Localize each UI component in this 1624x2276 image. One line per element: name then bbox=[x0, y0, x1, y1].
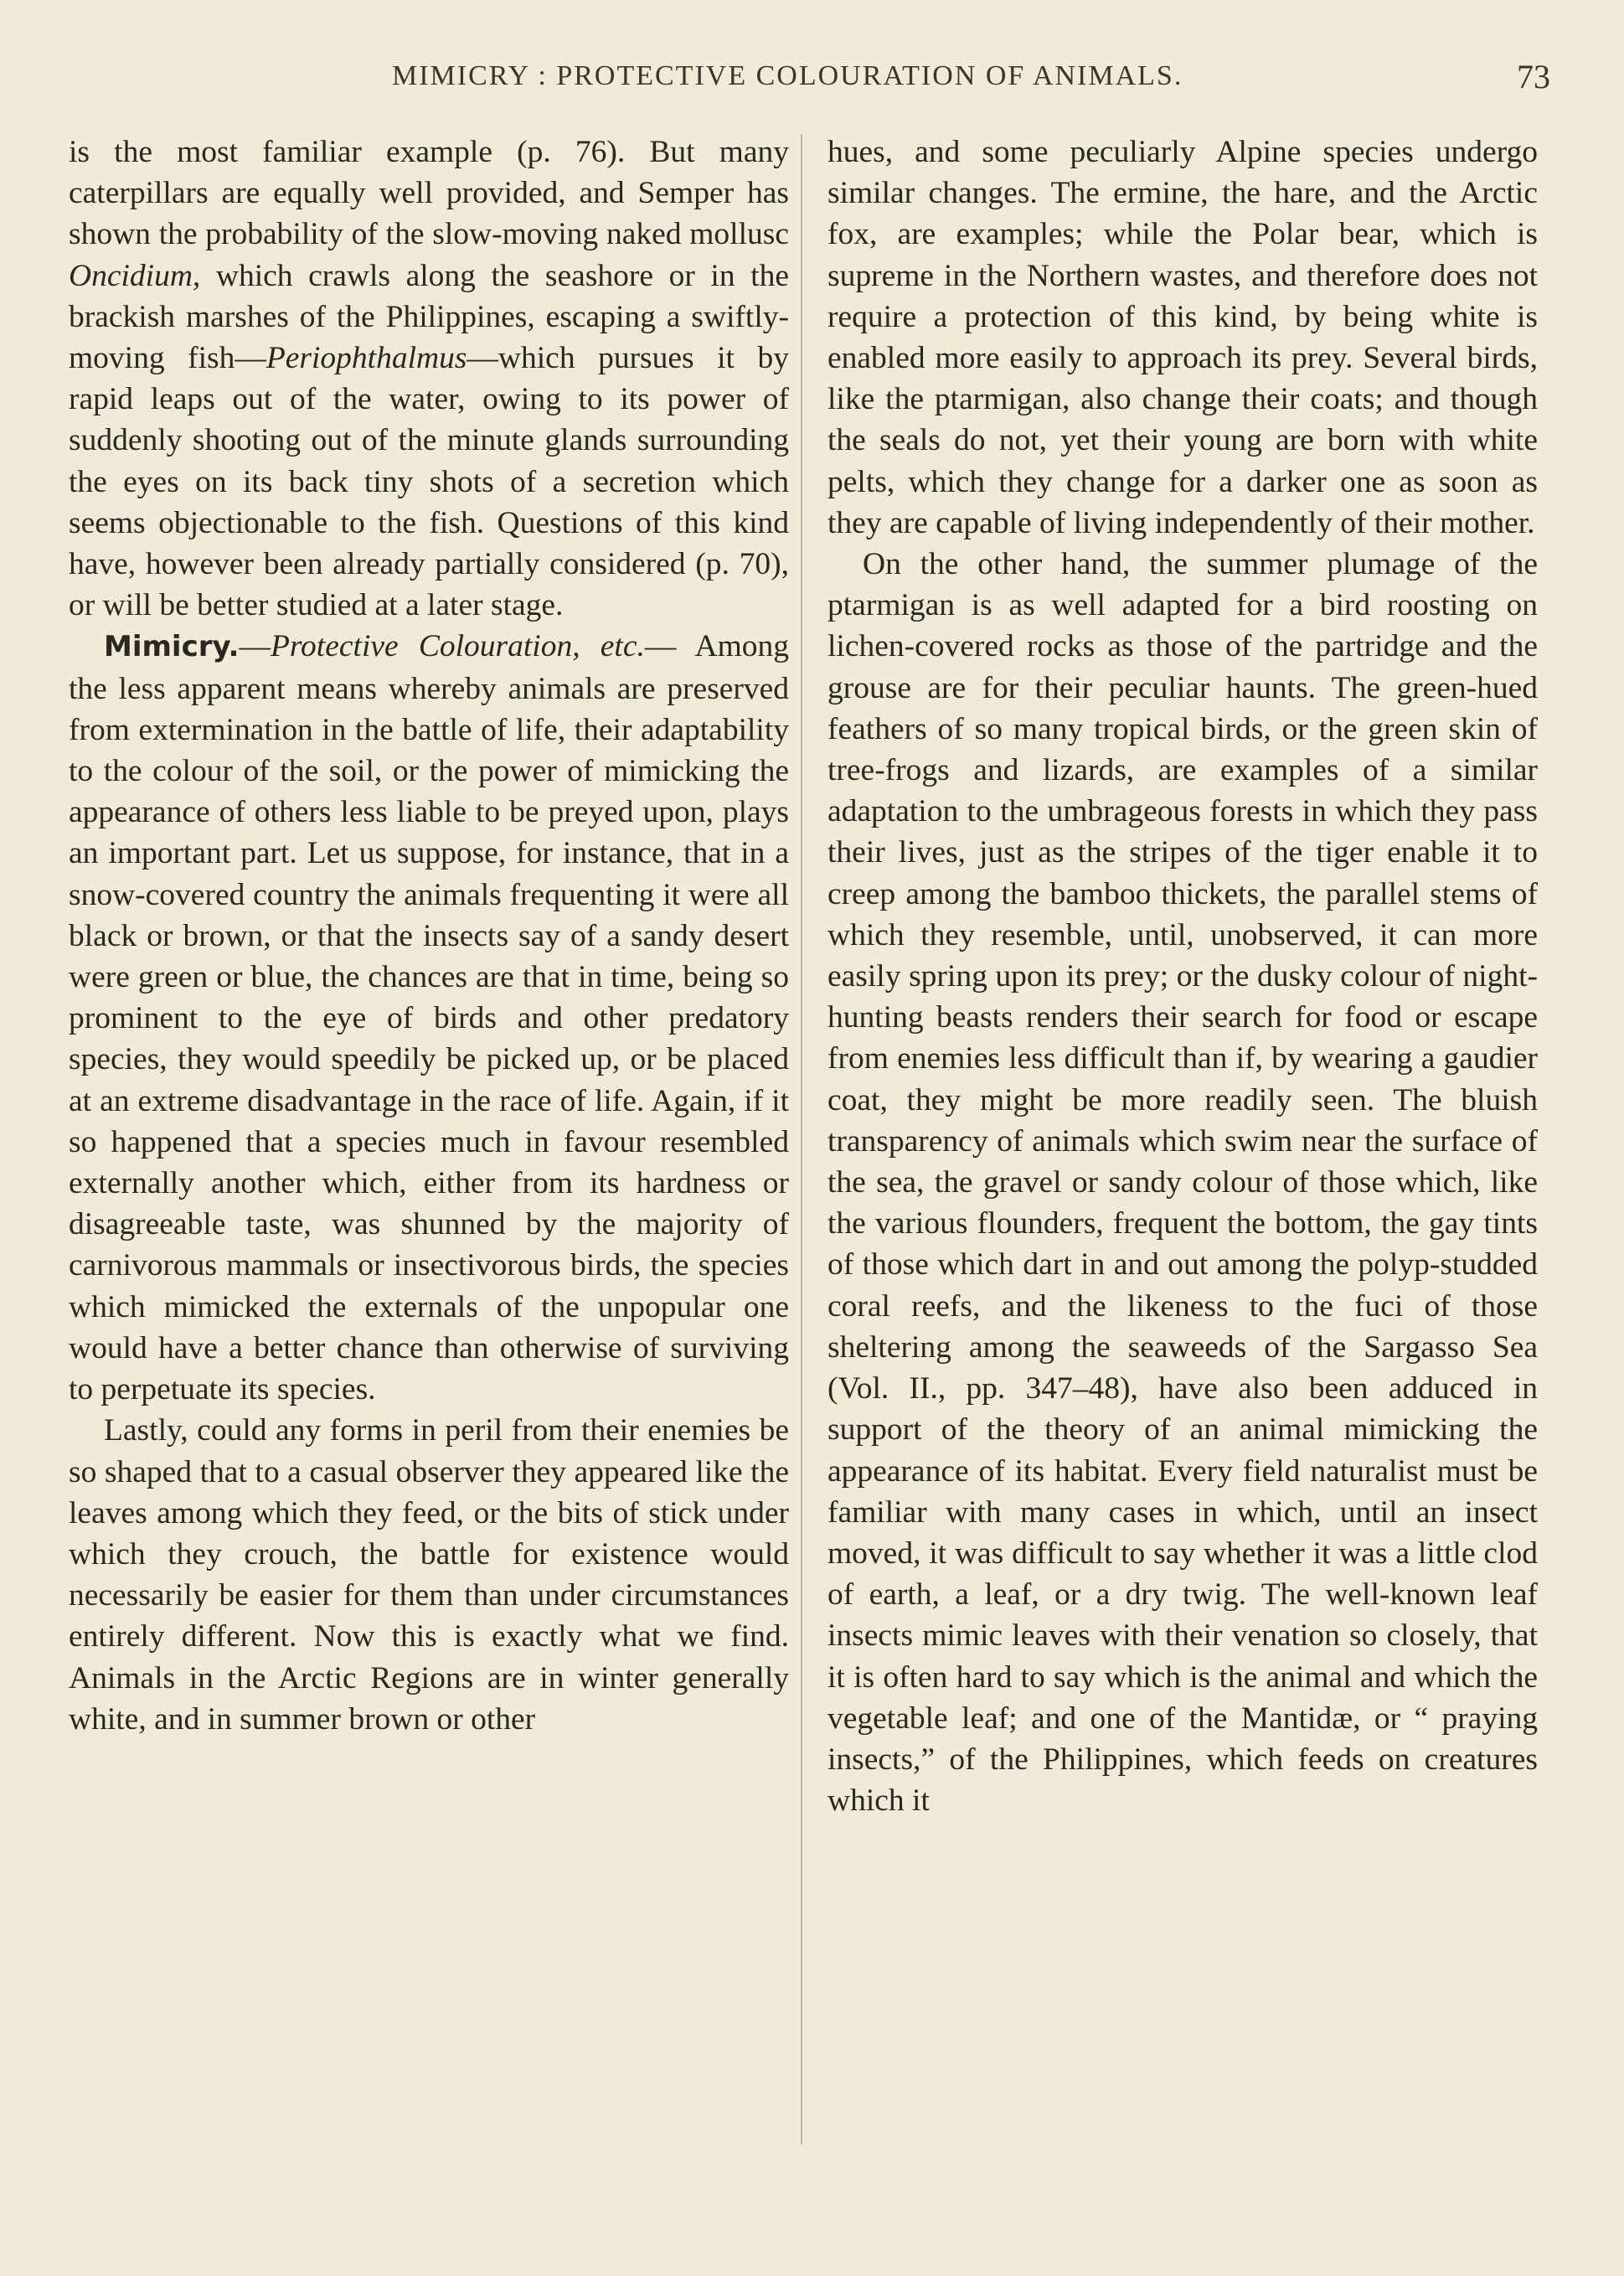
paragraph-lastly: Lastly, could any forms in peril from their enemies be so shaped that to a casual observer they appeared like the leaves among which they feed, or the bits of stick under which they crouch, the battle for existence would necessarily be easier for them than under circumstances entirely different. Now this is exactly what we find. Animals in the Arctic Regions are in winter generally white, and in summer brown or other bbox=[69, 1413, 789, 1737]
right-column bbox=[827, 132, 1538, 1821]
column-divider bbox=[801, 134, 802, 2144]
paragraph-continued: hues, and some peculiarly Alpine species undergo similar changes. The ermine, the hare, and the Arctic fox, are examples; while the Polar bear, which is supreme in the Northern wastes, and therefore does not require a protection of this kind, by being white is enabled more easily to approach its prey. Several birds, like the ptarmigan, also change their coats; and though the seals do not, yet their young are born with white pelts, which they change for a darker one as soon as they are capable of living independently of their mother. bbox=[827, 135, 1538, 540]
section-heading: Mimicry. bbox=[104, 630, 240, 664]
text-run: which crawls along the seashore or in the brackish marshes of the Philippines, escaping a swiftly-moving fish— bbox=[69, 258, 789, 376]
page-header bbox=[0, 60, 1624, 111]
running-title: MIMICRY : PROTECTIVE COLOURATION OF ANIMALS. bbox=[392, 60, 1183, 91]
text-run: —which pursues it by rapid leaps out of the water, owing to its power of suddenly shooting out of the minute glands surrounding the eyes on its back tiny shots of a secretion which seems objectionable to the fish. Questions of this kind have, however been already partially considered (p. 70), or will be better studied at a later stage. bbox=[69, 341, 789, 623]
left-column bbox=[69, 132, 789, 1740]
text-run: is the most familiar example (p. 76). But many caterpillars are equally well provided, and Semper has shown the probability of the slow-moving naked mollusc bbox=[69, 135, 789, 252]
section-subheading: Protective Colouration, etc. bbox=[270, 629, 645, 664]
dash: — bbox=[239, 629, 271, 664]
text-run: — Among the less apparent means whereby animals are preserved from extermination in the battle of life, their adaptability to the colour of the soil, or the power of mimicking the appearance of others less liable to be preyed upon, plays an important part. Let us suppose, for instance, that in a snow-covered country the animals frequenting it were all black or brown, or that the insects say of a sandy desert were green or blue, the chances are that in time, being so prominent to the eye of birds and other predatory species, they would speedily be picked up, or be placed at an extreme disadvantage in the race of life. Again, if it so happened that a species much in favour resembled externally another which, either from its hardness or disagreeable taste, was shunned by the majority of carnivorous mammals or insectivorous birds, the species which mimicked the externals of the unpopular one would have a better chance than otherwise of surviving to perpetuate its species. bbox=[69, 629, 790, 1407]
page-number: 73 bbox=[1517, 58, 1550, 95]
paragraph-continued bbox=[69, 132, 789, 626]
paragraph-other-hand: On the other hand, the summer plumage of the ptarmigan is as well adapted for a bird roosting on lichen-covered rocks as those of the partridge and the grouse are for their peculiar haunts. The green-hued feathers of so many tropical birds, or the green skin of tree-frogs and lizards, are examples of a similar adaptation to the umbrageous forests in which they pass their lives, just as the stripes of the tiger enable it to creep among the bamboo thickets, the parallel stems of which they resemble, until, unobserved, it can more easily spring upon its prey; or the dusky colour of night-hunting beasts renders their search for food or escape from enemies less difficult than if, by wearing a gaudier coat, they might be more readily seen. The bluish transparency of animals which swim near the surface of the sea, the gravel or sandy colour of those which, like the various flounders, frequent the bottom, the gay tints of those which dart in and out among the polyp-studded coral reefs, and the likeness to the fuci of those sheltering among the seaweeds of the Sargasso Sea (Vol. II., pp. 347–48), have also been adduced in support of the theory of an animal mimicking the appearance of its habitat. Every field naturalist must be familiar with many cases in which, until an insect moved, it was difficult to say whether it was a little clod of earth, a leaf, or a dry twig. The well-known leaf insects mimic leaves with their venation so closely, that it is often hard to say which is the animal and which the vegetable leaf; and one of the Mantidæ, or “ praying insects,” of the Philippines, which feeds on creatures which it bbox=[827, 547, 1538, 1819]
genus-name: Oncidium, bbox=[69, 258, 201, 293]
paragraph-mimicry bbox=[69, 626, 789, 1410]
genus-name: Periophthalmus bbox=[266, 341, 467, 376]
